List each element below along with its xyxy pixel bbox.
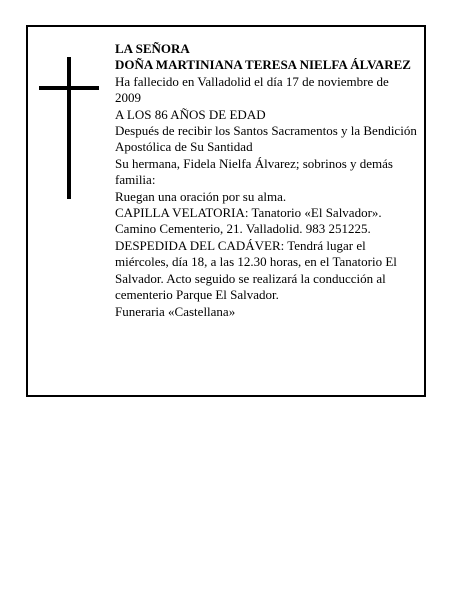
family-statement: Su hermana, Fidela Nielfa Álvarez; sobrinos y demás familia: <box>115 155 393 188</box>
sacraments-statement: Después de recibir los Santos Sacramentos y la Bendición Apostólica de Su Santidad <box>115 123 417 155</box>
funeral-home: Funeraria «Castellana» <box>115 303 236 319</box>
age-statement: A LOS 86 AÑOS DE EDAD <box>115 106 266 122</box>
cross-horizontal-bar <box>39 86 99 90</box>
prayer-request: Ruegan una oración por su alma. <box>115 188 287 204</box>
deceased-name: DOÑA MARTINIANA TERESA NIELFA ÁLVAREZ <box>115 57 411 73</box>
notice-title-line: LA SEÑORA <box>115 41 190 56</box>
obituary-text <box>115 41 417 320</box>
cross-icon <box>39 57 99 199</box>
farewell-info: DESPEDIDA DEL CADÁVER: Tendrá lugar el miércoles, día 18, a las 12.30 horas, en el Tanatorio El Salvador. Acto seguido se realizará la conducción al cementerio Parque El Salvador. <box>115 237 397 303</box>
obituary-notice-frame <box>26 25 426 397</box>
wake-chapel-info: CAPILLA VELATORIA: Tanatorio «El Salvador». Camino Cementerio, 21. Valladolid. 983 251225. <box>115 205 382 237</box>
cross-vertical-bar <box>67 57 71 199</box>
death-statement: Ha fallecido en Valladolid el día 17 de noviembre de 2009 <box>115 73 389 106</box>
